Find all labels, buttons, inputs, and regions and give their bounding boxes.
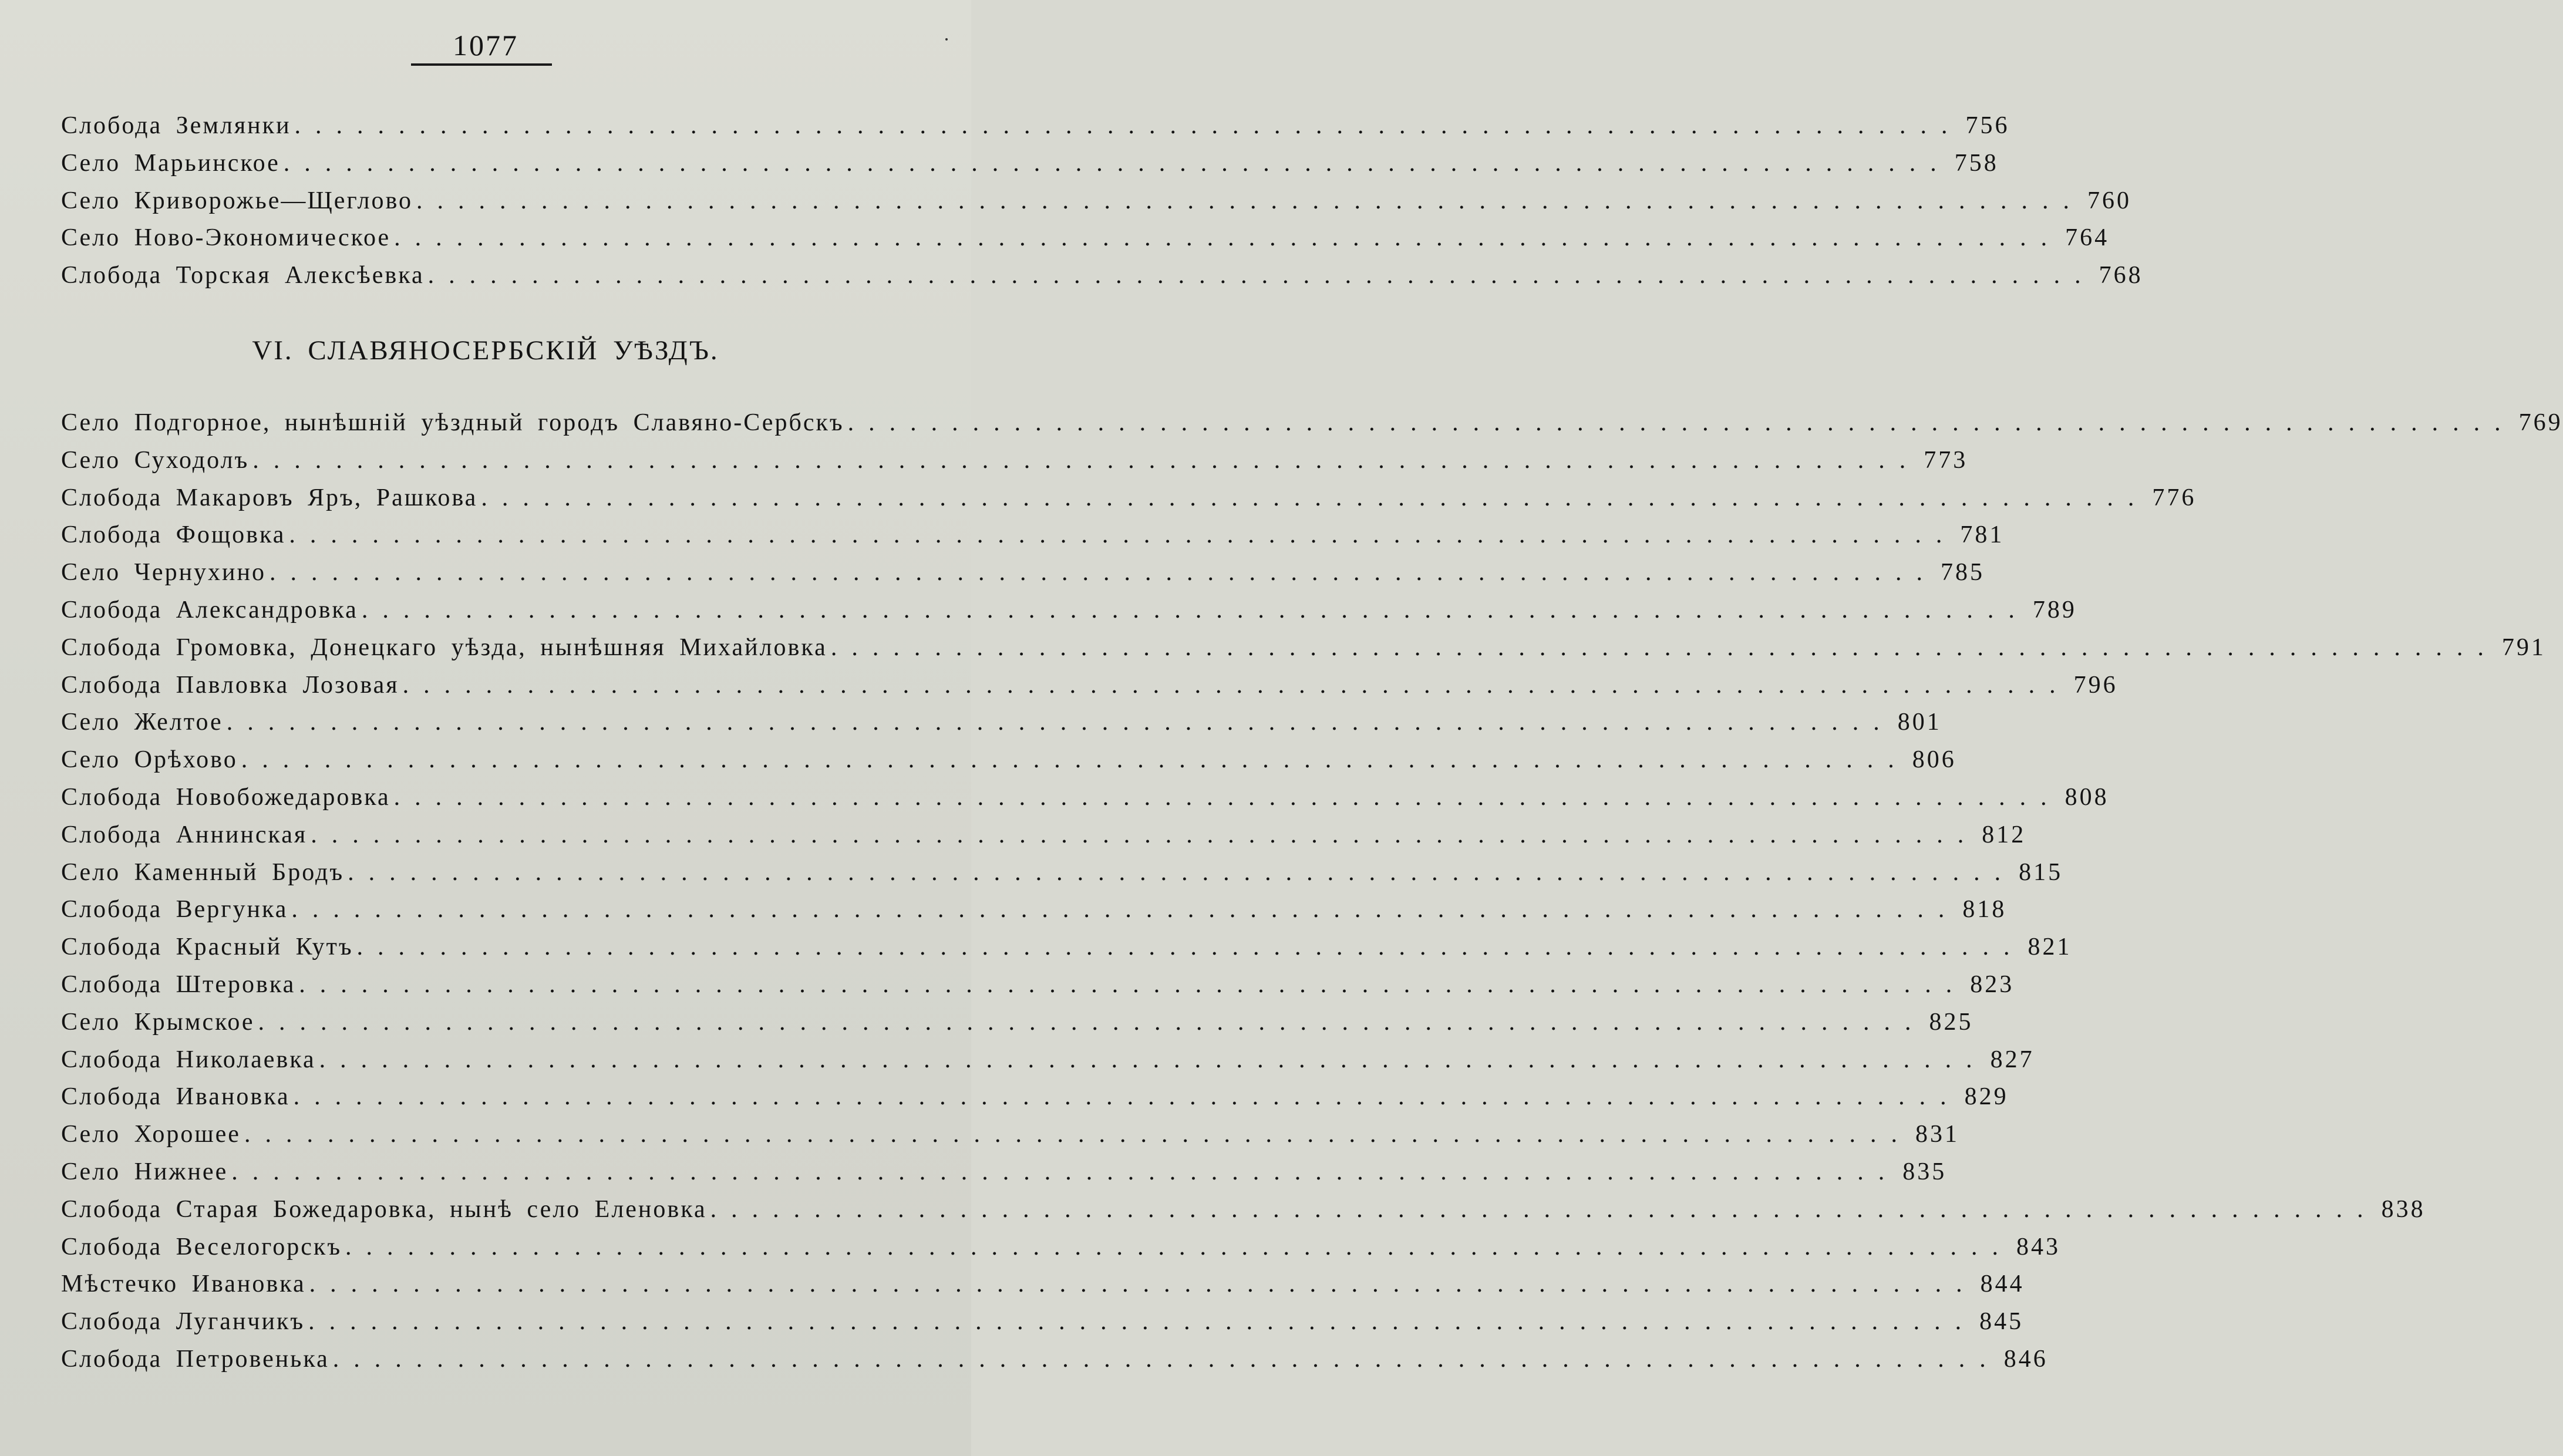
toc-entry-page: 776: [2152, 484, 2197, 511]
leader-dots: ................................................................................: [299, 970, 1967, 998]
toc-entry: [61, 1120, 1959, 1158]
toc-entry-name: Село Чернухино: [61, 559, 266, 587]
toc-entry-page: 843: [2016, 1233, 2061, 1260]
leader-dots: ................................................................................: [348, 858, 2016, 886]
toc-entry: [61, 484, 2197, 521]
toc-entry: [61, 1270, 2025, 1307]
toc-entry-name: Село Нижнее: [61, 1158, 228, 1185]
leader-dots: ................................................................................: [283, 149, 1951, 177]
leader-dots: ................................................................................: [332, 1345, 2000, 1373]
toc-entry: [61, 671, 2118, 709]
toc-entry-page: 812: [1982, 821, 2026, 848]
toc-entry-name: Слобода Землянки: [61, 112, 291, 139]
leader-dots: ................................................................................: [710, 1195, 2378, 1223]
toc-entry-page: 815: [2019, 858, 2063, 886]
toc-entry-name: Село Криворожье—Щеглово: [61, 187, 413, 214]
toc-list-top: [61, 112, 2143, 299]
toc-list-section: [61, 409, 2563, 1383]
leader-dots: ................................................................................: [847, 409, 2515, 436]
toc-entry-page: 829: [1964, 1083, 2009, 1111]
toc-entry-name: Слобода Старая Божедаровка, нынѣ село Еленовка: [61, 1195, 707, 1223]
toc-entry-name: Слобода Новобожедаровка: [61, 783, 390, 811]
toc-entry-page: 827: [1990, 1046, 2035, 1073]
toc-entry: [61, 1046, 2035, 1083]
page-number: 1077: [453, 29, 518, 62]
toc-entry-page: 796: [2073, 671, 2118, 699]
toc-entry: [61, 1158, 1947, 1195]
toc-entry-name: Слобода Павловка Лозовая: [61, 671, 399, 699]
leader-dots: ................................................................................: [393, 783, 2062, 811]
toc-entry-name: Село Хорошее: [61, 1121, 241, 1148]
toc-entry-name: Слобода Громовка, Донецкаго уѣзда, нынѣшняя Михайловка: [61, 633, 827, 661]
leader-dots: ................................................................................: [345, 1233, 2013, 1260]
leader-dots: ................................................................................: [309, 1270, 1977, 1298]
toc-entry-page: 845: [1979, 1308, 2024, 1336]
toc-entry-name: Мѣстечко Ивановка: [61, 1270, 306, 1298]
toc-entry: [61, 633, 2546, 671]
print-speck: [945, 38, 948, 41]
toc-entry: [61, 1195, 2426, 1233]
toc-entry-name: Слобода Веселогорскъ: [61, 1233, 342, 1260]
toc-entry-page: 838: [2381, 1195, 2426, 1223]
toc-entry-page: 789: [2032, 596, 2077, 623]
toc-entry-name: Слобода Луганчикъ: [61, 1308, 305, 1336]
toc-entry: [61, 521, 2005, 558]
toc-entry-page: 785: [1941, 559, 1985, 587]
leader-dots: ................................................................................: [291, 896, 1959, 924]
toc-entry: [61, 821, 2026, 858]
toc-entry: [61, 746, 1956, 783]
leader-dots: ................................................................................: [252, 446, 1921, 474]
toc-entry: [61, 596, 2077, 633]
toc-entry: [61, 187, 2132, 224]
toc-entry-page: 758: [1954, 149, 1999, 177]
toc-entry-page: 760: [2087, 187, 2132, 214]
toc-entry-name: Слобода Красный Кутъ: [61, 933, 353, 961]
leader-dots: ................................................................................: [319, 1046, 1987, 1073]
toc-entry-name: Слобода Макаровъ Яръ, Рашкова: [61, 484, 478, 511]
leader-dots: ................................................................................: [427, 262, 2096, 289]
toc-entry-name: Слобода Аннинская: [61, 821, 308, 848]
toc-entry: [61, 446, 1968, 484]
toc-entry-name: Село Ново-Экономическое: [61, 224, 391, 252]
toc-entry: [61, 1008, 1973, 1046]
toc-entry-page: 756: [1965, 112, 2010, 139]
toc-entry-page: 825: [1929, 1008, 1973, 1036]
toc-entry: [61, 858, 2063, 896]
leader-dots: ................................................................................: [394, 224, 2062, 252]
toc-entry: [61, 1307, 2024, 1345]
leader-dots: ................................................................................: [481, 484, 2149, 511]
leader-dots: ................................................................................: [361, 596, 2029, 623]
toc-entry: [61, 1233, 2061, 1270]
toc-entry: [61, 933, 2072, 970]
toc-entry-page: 808: [2064, 783, 2109, 811]
leader-dots: ................................................................................: [231, 1158, 1899, 1185]
toc-entry-name: Слобода Штеровка: [61, 970, 296, 998]
toc-entry-name: Слобода Ивановка: [61, 1083, 290, 1111]
leader-dots: ................................................................................: [241, 746, 1909, 774]
toc-entry: [61, 1083, 2009, 1120]
toc-entry-name: Село Суходолъ: [61, 446, 250, 474]
section-heading: VI. СЛАВЯНОСЕРБСКІЙ УѢЗДЪ.: [252, 335, 719, 366]
leader-dots: ................................................................................: [244, 1121, 1912, 1148]
toc-entry-name: Слобода Петровенька: [61, 1345, 329, 1373]
toc-entry-name: Слобода Николаевка: [61, 1046, 316, 1073]
toc-entry-page: 768: [2099, 262, 2143, 289]
toc-entry: [61, 261, 2143, 299]
toc-entry-page: 806: [1912, 746, 1956, 774]
toc-entry-page: 846: [2003, 1345, 2048, 1373]
toc-entry-name: Слобода Вергунка: [61, 896, 288, 924]
toc-entry-page: 773: [1924, 446, 1968, 474]
leader-dots: ................................................................................: [308, 1308, 1976, 1336]
toc-entry-name: Село Желтое: [61, 709, 223, 736]
leader-dots: ................................................................................: [830, 633, 2498, 661]
toc-entry: [61, 708, 1942, 746]
toc-entry-name: Село Марьинское: [61, 149, 280, 177]
leader-dots: ................................................................................: [416, 187, 2084, 214]
toc-entry-page: 835: [1902, 1158, 1947, 1185]
toc-entry-name: Село Каменный Бродъ: [61, 858, 345, 886]
toc-entry-page: 801: [1897, 709, 1942, 736]
toc-entry-page: 831: [1915, 1121, 1959, 1148]
header-rule: [411, 63, 552, 66]
toc-entry-name: Слобода Торская Алексѣевка: [61, 262, 425, 289]
toc-entry: [61, 558, 1985, 596]
leader-dots: ................................................................................: [356, 933, 2025, 961]
leader-dots: ................................................................................: [226, 709, 1894, 736]
leader-dots: ................................................................................: [311, 821, 1979, 848]
toc-entry-page: 769: [2518, 409, 2563, 436]
toc-entry-name: Слобода Фощовка: [61, 521, 286, 549]
toc-entry-page: 791: [2501, 633, 2546, 661]
toc-entry-page: 844: [1980, 1270, 2025, 1298]
toc-entry-page: 764: [2065, 224, 2110, 252]
toc-entry-page: 818: [1962, 896, 2007, 924]
leader-dots: ................................................................................: [270, 559, 1937, 587]
leader-dots: ................................................................................: [289, 521, 1957, 549]
toc-entry-page: 781: [1960, 521, 2005, 549]
toc-entry-name: Слобода Александровка: [61, 596, 358, 623]
toc-entry-name: Село Подгорное, нынѣшній уѣздный городъ Славяно-Сербскъ: [61, 409, 844, 436]
toc-entry: [61, 895, 2007, 933]
leader-dots: ................................................................................: [294, 112, 1962, 139]
toc-entry: [61, 409, 2563, 446]
toc-entry-name: Село Орѣхово: [61, 746, 238, 774]
toc-entry: [61, 149, 1999, 187]
toc-entry: [61, 1345, 2048, 1383]
toc-entry-page: 821: [2028, 933, 2072, 961]
toc-entry-page: 823: [1970, 970, 2015, 998]
toc-entry: [61, 783, 2109, 821]
toc-entry: [61, 112, 2010, 149]
toc-entry-name: Село Крымское: [61, 1008, 255, 1036]
toc-entry: [61, 970, 2015, 1008]
leader-dots: ................................................................................: [258, 1008, 1926, 1036]
toc-entry: [61, 224, 2110, 261]
leader-dots: ................................................................................: [293, 1083, 1961, 1111]
leader-dots: ................................................................................: [402, 671, 2070, 699]
